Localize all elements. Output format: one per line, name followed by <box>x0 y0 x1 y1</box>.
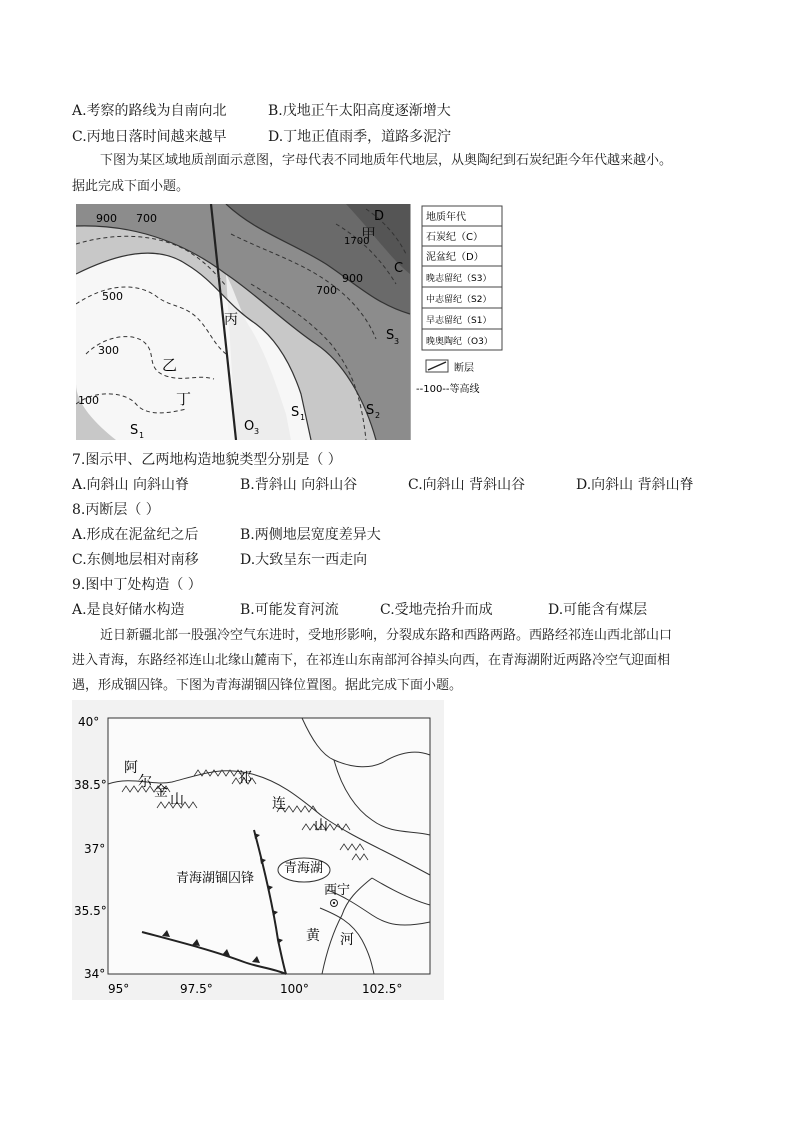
intro1-line2: 据此完成下面小题。 <box>72 179 190 194</box>
front-label: 青海湖锢囚锋 <box>176 871 255 886</box>
intro2-line3: 遇，形成锢囚锋。下图为青海湖锢囚锋位置图。据此完成下面小题。 <box>72 678 463 693</box>
legend-item: 晚奥陶纪（O3） <box>426 337 493 347</box>
stratum-label: S <box>291 405 300 420</box>
mountain-char: 金 <box>154 784 168 800</box>
city-label: 西宁 <box>324 883 351 898</box>
q9-option-c: C.受地壳抬升而成 <box>380 602 493 618</box>
geologic-map-figure <box>76 204 504 440</box>
q7-stem: 7.图示甲、乙两地构造地貌类型分别是（ ） <box>72 452 342 468</box>
contour-label: 900 <box>96 212 117 225</box>
contour-label: 100 <box>78 394 99 407</box>
legend-fault: 断层 <box>454 363 474 374</box>
legend-item: 晚志留纪（S3） <box>426 274 492 284</box>
mountain-char: 山 <box>314 818 328 834</box>
stratum-subscript: 3 <box>254 427 260 436</box>
stratum-label: S <box>130 423 139 438</box>
mountain-char: 尔 <box>138 774 152 790</box>
legend-item: 石炭纪（C） <box>426 232 483 243</box>
lat-label: 34° <box>84 967 106 981</box>
q9-stem: 9.图中丁处构造（ ） <box>72 577 202 593</box>
qinghai-front-map <box>72 700 444 1000</box>
lat-label: 37° <box>84 842 106 856</box>
mountain-char: 连 <box>272 796 286 812</box>
label-jia: 甲 <box>361 225 377 243</box>
contour-label: 900 <box>342 272 363 285</box>
stratum-subscript: 1 <box>300 413 306 422</box>
contour-label: 1700 <box>344 236 370 247</box>
legend <box>416 206 502 395</box>
q8-option-b: B.两侧地层宽度差异大 <box>240 527 381 543</box>
option-c: C.丙地日落时间越来越早 <box>72 129 227 145</box>
intro2-line2: 进入青海，东路经祁连山北缘山麓南下，在祁连山东南部河谷掉头向西，在青海湖附近两路冷空气迎面相 <box>72 653 671 668</box>
label-bing: 丙 <box>224 312 238 328</box>
q9-option-a: A.是良好储水构造 <box>72 602 185 618</box>
lon-label: 97.5° <box>180 982 213 996</box>
mountain-char: 阿 <box>124 760 138 776</box>
q7-option-d: D.向斜山 背斜山脊 <box>576 477 694 493</box>
lat-label: 40° <box>78 715 100 729</box>
mountain-char: 祁 <box>238 770 252 786</box>
label-ding: 丁 <box>176 390 192 408</box>
legend-item: 泥盆纪（D） <box>426 252 484 263</box>
q8-stem: 8.丙断层（ ） <box>72 502 160 518</box>
legend-item: 中志留纪（S2） <box>426 295 492 305</box>
q8-option-c: C.东侧地层相对南移 <box>72 552 199 568</box>
contour-label: 700 <box>136 212 157 225</box>
q9-option-d: D.可能含有煤层 <box>548 602 648 618</box>
q9-option-b: B.可能发育河流 <box>240 602 339 618</box>
mountain-char: 山 <box>170 792 184 808</box>
q8-option-a: A.形成在泥盆纪之后 <box>72 527 199 543</box>
stratum-subscript: 2 <box>375 411 381 420</box>
stratum-label: C <box>394 261 404 276</box>
contour-label: 500 <box>102 290 123 303</box>
option-a: A.考察的路线为自南向北 <box>72 103 227 119</box>
lake-label: 青海湖 <box>284 861 324 876</box>
stratum-subscript: 1 <box>139 431 145 440</box>
stratum-subscript: 3 <box>394 337 400 346</box>
lon-label: 95° <box>108 982 130 996</box>
legend-contour: --100--等高线 <box>416 384 480 395</box>
contour-label: 700 <box>316 284 337 297</box>
legend-item: 早志留纪（S1） <box>426 316 492 326</box>
lat-label: 35.5° <box>74 904 107 918</box>
label-yi: 乙 <box>162 356 178 374</box>
q8-option-d: D.大致呈东一西走向 <box>240 552 368 568</box>
option-b: B.戊地正午太阳高度逐渐增大 <box>268 103 451 119</box>
q7-option-c: C.向斜山 背斜山谷 <box>408 477 526 493</box>
contour-label: 300 <box>98 344 119 357</box>
stratum-label: O <box>244 419 255 434</box>
q7-option-b: B.背斜山 向斜山谷 <box>240 477 358 493</box>
river-char: 黄 <box>306 928 320 944</box>
q7-option-a: A.向斜山 向斜山脊 <box>72 477 190 493</box>
intro1-line1: 下图为某区域地质剖面示意图，字母代表不同地质年代地层，从奥陶纪到石炭纪距今年代越来越小。 <box>100 153 673 168</box>
lat-label: 38.5° <box>74 778 107 792</box>
option-d: D.丁地正值雨季，道路多泥泞 <box>268 129 452 145</box>
stratum-label: D <box>374 209 385 224</box>
intro2-line1: 近日新疆北部一股强冷空气东进时，受地形影响，分裂成东路和西路两路。西路经祁连山西北部山口 <box>100 628 673 643</box>
stratum-label: S <box>366 403 375 418</box>
river-char: 河 <box>340 932 354 948</box>
legend-title: 地质年代 <box>426 212 466 223</box>
lon-label: 100° <box>280 982 309 996</box>
lon-label: 102.5° <box>362 982 403 996</box>
stratum-label: S <box>386 328 395 343</box>
